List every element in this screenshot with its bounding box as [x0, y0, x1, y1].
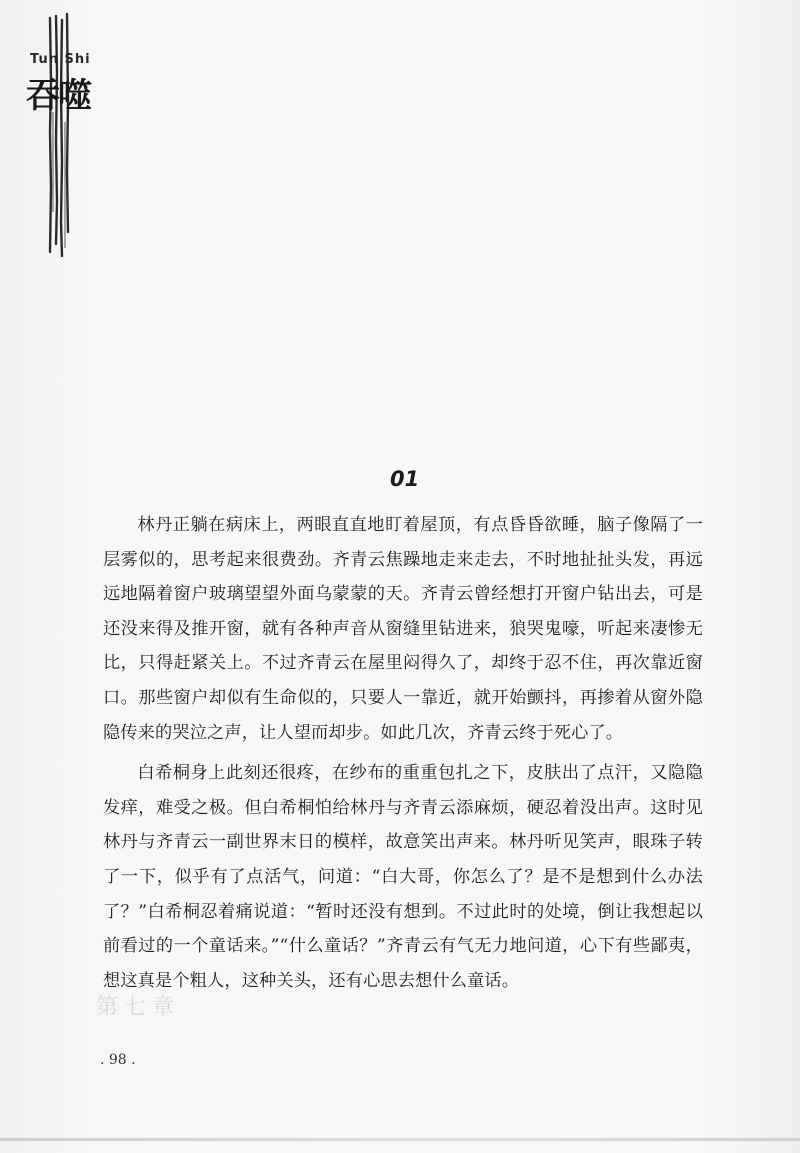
show-through-watermark: 第七章 — [96, 995, 181, 1020]
body-text — [103, 508, 703, 1004]
chapter-number: 01 — [390, 467, 420, 491]
page-number: . 98 . — [100, 1052, 136, 1068]
page-bottom-edge — [0, 1138, 800, 1141]
paragraph-2: 白希桐身上此刻还很疼，在纱布的重重包扎之下，皮肤出了点汗，又隐隐发痒，难受之极。但白希桐怕给林丹与齐青云添麻烦，硬忍着没出声。这时见林丹与齐青云一副世界末日的模样，故意笑出声来。林丹听见笑声，眼珠子转了一下，似乎有了点活气，问道：“白大哥，你怎么了？是不是想到什么办法了？”白希桐忍着痛说道：“暂时还没有想到。不过此时的处境，倒让我想起以前看过的一个童话来。”“什么童话？”齐青云有气无力地问道，心下有些鄙夷，想这真是个粗人，这种关头，还有心思去想什么童话。 — [103, 763, 703, 991]
logo-latin-text: Tun Shi — [30, 52, 91, 67]
book-logo — [20, 12, 130, 257]
paragraph-1: 林丹正躺在病床上，两眼直直地盯着屋顶，有点昏昏欲睡，脑子像隔了一层雾似的，思考起来很费劲。齐青云焦躁地走来走去，不时地扯扯头发，再远远地隔着窗户玻璃望望外面乌蒙蒙的天。齐青云曾经想打开窗户钻出去，可是还没来得及推开窗，就有各种声音从窗缝里钻进来，狼哭鬼嚎，听起来凄惨无比，只得赶紧关上。不过齐青云在屋里闷得久了，却终于忍不住，再次靠近窗口。那些窗户却似有生命似的，只要人一靠近，就开始颤抖，再掺着从窗外隐隐传来的哭泣之声，让人望而却步。如此几次，齐青云终于死心了。 — [103, 515, 703, 743]
logo-lines-graphic — [20, 12, 130, 257]
logo-chinese-text: 吞噬 — [26, 76, 90, 116]
